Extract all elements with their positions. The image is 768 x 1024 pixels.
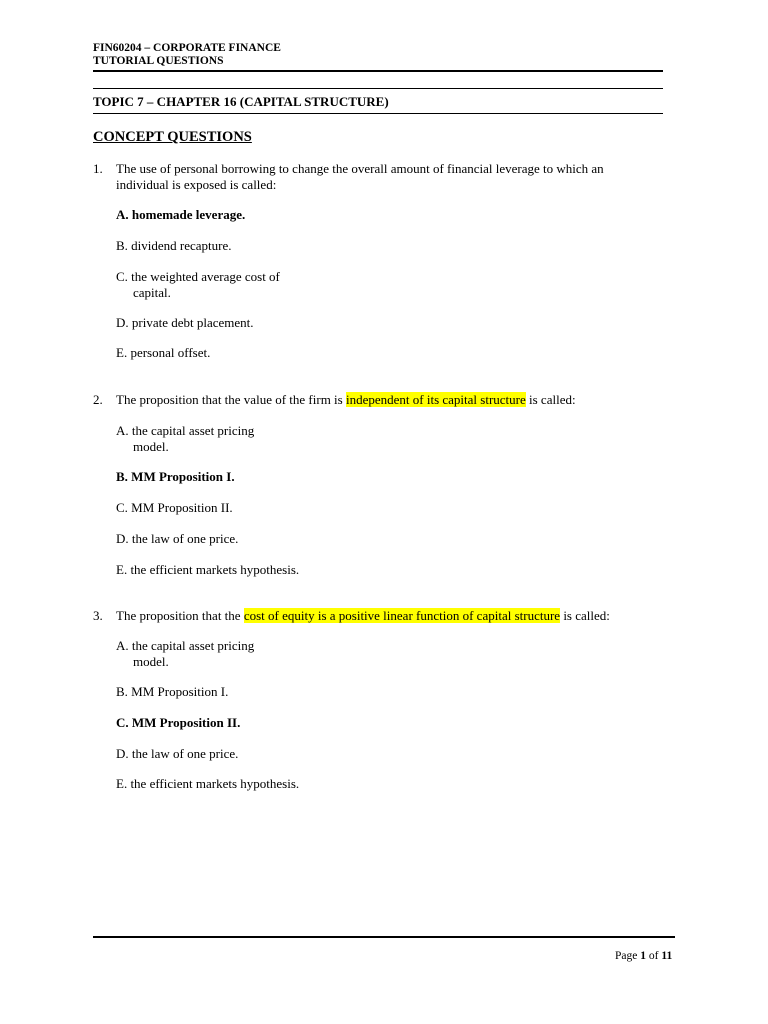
document-subtitle: TUTORIAL QUESTIONS — [93, 55, 224, 67]
answer-option: C. MM Proposition II. — [116, 500, 233, 515]
answer-option-correct: A. homemade leverage. — [116, 207, 246, 222]
answer-option: E. personal offset. — [116, 345, 211, 360]
section-heading: CONCEPT QUESTIONS — [93, 129, 252, 145]
topic-rule-bottom — [93, 113, 663, 114]
answer-option: E. the efficient markets hypothesis. — [116, 776, 300, 791]
question-text-line: The use of personal borrowing to change the overall amount of financial leverage to which an — [116, 161, 604, 176]
answer-option-correct: C. MM Proposition II. — [116, 715, 241, 730]
answer-option: A. the capital asset pricing model. — [116, 423, 255, 454]
topic-rule-top — [93, 88, 663, 89]
answer-option: A. the capital asset pricing model. — [116, 638, 255, 669]
answer-option: B. dividend recapture. — [116, 238, 232, 253]
course-title: FIN60204 – CORPORATE FINANCE — [93, 42, 281, 54]
answer-option: D. private debt placement. — [116, 315, 254, 330]
footer-rule — [93, 936, 675, 938]
highlighted-phrase: independent of its capital structure — [345, 392, 526, 407]
answer-option-correct: B. MM Proposition I. — [116, 469, 235, 484]
header-rule — [93, 70, 663, 72]
question-number: 1. — [93, 161, 103, 176]
question-text-line: individual is exposed is called: — [116, 177, 277, 192]
highlighted-phrase: cost of equity is a positive linear function of capital structure — [243, 608, 561, 623]
answer-option: D. the law of one price. — [116, 746, 239, 761]
answer-option: E. the efficient markets hypothesis. — [116, 562, 300, 577]
question-text: The proposition that the cost of equity is a positive linear function of capital structure is called: — [116, 608, 610, 623]
question-text: The proposition that the value of the firm is independent of its capital structure is called: — [116, 392, 576, 407]
question-number: 2. — [93, 392, 103, 407]
topic-heading: TOPIC 7 – CHAPTER 16 (CAPITAL STRUCTURE) — [93, 94, 389, 109]
page-number: Page 1 of 11 — [615, 950, 673, 962]
answer-option: B. MM Proposition I. — [116, 684, 229, 699]
question-number: 3. — [93, 608, 103, 623]
answer-option: D. the law of one price. — [116, 531, 239, 546]
question-text — [116, 161, 666, 193]
answer-option: C. the weighted average cost of capital. — [116, 269, 280, 300]
